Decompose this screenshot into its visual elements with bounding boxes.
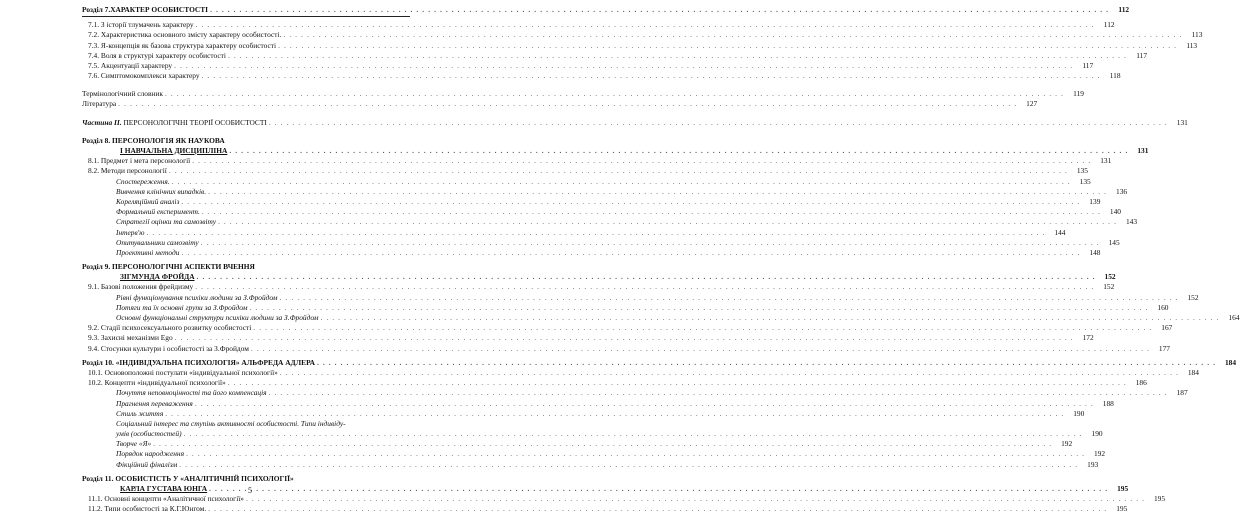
toc-section-11: Розділ 11. ОСОБИСТІСТЬ У «АНАЛІТИЧНІЙ ПСИХОЛОГІЇ» <box>82 473 294 483</box>
toc-entry-page: 177 <box>1158 343 1170 353</box>
toc-entry <box>82 343 1170 354</box>
toc-entry-label: Проективні методи <box>116 247 180 257</box>
toc-entry-label: 7.6. Симптомокомплекси характеру <box>88 71 200 81</box>
toc-entry-label: 10.2. Концепти «індивідуальної психології» <box>88 378 226 388</box>
toc-entry <box>82 333 1094 343</box>
toc-entry <box>82 419 410 429</box>
toc-entry <box>82 30 1203 40</box>
toc-entry-page: 186 <box>1135 378 1147 388</box>
toc-entry-label: Прагнення переваження <box>116 398 193 408</box>
toc-entry-label: Потяги та їх основні групи за З.Фройдом <box>116 302 248 312</box>
toc-entry <box>82 292 1199 303</box>
toc-entry-page: 144 <box>1054 227 1066 237</box>
toc-entry-label: Соціальний інтерес та ступінь активності особистості. Типи індивіду- <box>116 418 346 428</box>
toc-entry-page: 193 <box>1087 459 1099 469</box>
toc-entry-page: 172 <box>1082 333 1094 343</box>
toc-literature: Література . . . 127 <box>82 100 410 110</box>
toc-entry <box>82 217 1138 227</box>
toc-entry <box>82 237 1120 248</box>
toc-entry-page: 112 <box>1103 20 1115 30</box>
toc-entry-page: 135 <box>1079 176 1091 186</box>
toc-entry-page: 195 <box>1153 494 1166 504</box>
toc-entry-page: 145 <box>1108 237 1120 247</box>
toc-entry-label: 7.4. Воля в структурі характеру особистості <box>88 50 226 60</box>
toc-entry <box>82 323 1173 333</box>
toc-entry-page: 167 <box>1161 323 1173 333</box>
toc-entry-page: 136 <box>1116 186 1128 196</box>
toc-entry-label: умів (особистостей) <box>116 429 182 439</box>
toc-entry-label: Опитувальники самозвіту <box>116 237 199 247</box>
toc-entry-label: Порядок народження <box>116 449 185 459</box>
toc-entry <box>82 313 1240 323</box>
toc-entry-page: 148 <box>1089 247 1101 257</box>
toc-entry-label: 7.2. Характеристика основного змісту характеру особистості. <box>88 30 282 40</box>
toc-entry-page: 113 <box>1191 30 1203 40</box>
toc-section-8-cont: І НАВЧАЛЬНА ДИСЦИПЛІНА . . . 131 <box>82 146 410 156</box>
toc-section-9: Розділ 9. ПЕРСОНОЛОГІЧНІ АСПЕКТИ ВЧЕННЯ <box>82 262 255 272</box>
page-number: 5 <box>248 486 252 495</box>
toc-entry-page: 192 <box>1093 449 1106 459</box>
toc-section-11-cont: КАРЛА ГУСТАВА ЮНГА . . . 195 <box>82 484 410 494</box>
toc-section-9-items <box>82 282 1240 354</box>
toc-entry-label: Вивчення клінічних випадків. <box>116 186 207 196</box>
toc-entry-label: 7.5. Акцентуації характеру <box>88 60 173 70</box>
toc-entry-page: 113 <box>1186 40 1198 50</box>
toc-entry-page: 195 <box>1116 504 1128 514</box>
toc-entry <box>82 247 1101 258</box>
toc-entry-label: Почуття неповноцінності та його компенсація <box>116 388 267 398</box>
toc-entry-page: 117 <box>1136 50 1148 60</box>
toc-section-8: Розділ 8. ПЕРСОНОЛОГІЯ ЯК НАУКОВА <box>82 135 225 145</box>
toc-entry <box>82 20 1115 30</box>
toc-entry-label: 8.1. Предмет і мета персонології <box>88 156 191 166</box>
toc-entry <box>82 60 1094 71</box>
toc-entry <box>82 494 1166 504</box>
toc-entry-label: 9.4. Стосунки культури і особистості за З.Фройдом <box>88 343 249 353</box>
toc-entry <box>82 378 1147 388</box>
toc-section-9-cont: ЗІГМУНДА ФРОЙДА . . . 152 <box>82 272 410 282</box>
toc-entry-label: Стратегії оцінки та самозвіту <box>116 217 216 227</box>
toc-entry <box>82 449 1106 460</box>
toc-section-10-items <box>82 367 1199 470</box>
toc-entry-page: 117 <box>1082 60 1094 70</box>
toc-entry <box>82 398 1114 409</box>
toc-glossary: Термінологічний словник . . . 119 <box>82 89 410 99</box>
toc-entry <box>82 40 1198 51</box>
toc-entry-label: 10.1. Основоположні постулати «індивідуальної психології» <box>88 367 278 377</box>
toc-entry-page: 118 <box>1109 71 1121 81</box>
toc-entry-page: 152 <box>1187 292 1199 302</box>
toc-entry-page: 190 <box>1091 429 1103 439</box>
toc-entry <box>82 156 1112 166</box>
toc-entry <box>82 176 1091 187</box>
toc-entry-label: 9.2. Стадії психосексуального розвитку особистості <box>88 323 252 333</box>
toc-entry <box>82 227 1066 238</box>
toc-entry-page: 188 <box>1102 398 1114 408</box>
toc-entry-page: 135 <box>1076 166 1088 176</box>
toc-entry <box>82 71 1121 81</box>
toc-entry <box>82 459 1099 470</box>
toc-entry-page: 152 <box>1103 282 1115 292</box>
toc-entry-label: Стиль життя <box>116 408 164 418</box>
toc-entry-label: 9.3. Захисні механізми Ego <box>88 333 173 343</box>
toc-entry-label: 8.2. Методи персонології <box>88 166 167 176</box>
toc-entry <box>82 207 1121 217</box>
toc-entry-label: 7.1. З історії тлумачень характеру <box>88 20 194 30</box>
toc-entry-page: 184 <box>1187 367 1199 377</box>
toc-section-8-items <box>82 156 1138 258</box>
toc-entry <box>82 302 1169 313</box>
toc-entry <box>82 50 1148 61</box>
toc-entry-label: Рівні функціонування психіки людини за З.Фройдом <box>116 292 278 302</box>
divider <box>82 16 410 17</box>
table-of-contents <box>82 4 1240 515</box>
toc-section-7-items <box>82 20 1203 81</box>
toc-entry-label: Інтерв'ю <box>116 227 145 237</box>
toc-entry <box>82 282 1115 293</box>
toc-entry <box>82 367 1199 378</box>
toc-section-11-items <box>82 494 1166 514</box>
toc-part-2: Частина II. ПЕРСОНОЛОГІЧНІ ТЕОРІЇ ОСОБИСТОСТІ . . . 131 <box>82 118 410 128</box>
toc-entry <box>82 439 1073 449</box>
toc-section-7: Розділ 7.ХАРАКТЕР ОСОБИСТОСТІ . . . 112 <box>82 5 410 15</box>
toc-entry-label: 7.3. Я-концепція як базова структура характеру особистості <box>88 40 277 50</box>
toc-entry-page: 143 <box>1125 217 1138 227</box>
toc-entry-label: Фікційний фіналізм <box>116 459 178 469</box>
toc-entry-label: Основні функціональні структури психіки людини за З.Фройдом <box>116 313 319 323</box>
toc-entry-page: 190 <box>1073 408 1085 418</box>
toc-entry-label: 11.2. Типи особистості за К.Г.Юнгом. <box>88 504 207 514</box>
toc-entry-page: 160 <box>1157 302 1169 312</box>
toc-entry-page: 140 <box>1109 207 1121 217</box>
toc-entry-label: Спостереження. <box>116 176 170 186</box>
toc-section-10: Розділ 10. «ІНДИВІДУАЛЬНА ПСИХОЛОГІЯ» АЛЬФРЕДА АДЛЕРА . . . 184 <box>82 358 410 368</box>
toc-entry <box>82 504 1128 514</box>
toc-entry-page: 139 <box>1089 196 1101 206</box>
toc-entry-page: 192 <box>1061 439 1073 449</box>
toc-entry-label: Формальний експеримент. <box>116 207 200 217</box>
toc-entry <box>82 388 1188 398</box>
toc-entry-label: 11.1. Основні концепти «Аналітичної психології» <box>88 494 245 504</box>
toc-entry <box>82 408 1085 419</box>
toc-entry-label: 9.1. Базові положення фрейдизму <box>88 282 194 292</box>
toc-entry-page: 187 <box>1176 388 1188 398</box>
toc-entry-page: 164 <box>1228 313 1240 323</box>
toc-entry <box>82 196 1101 207</box>
toc-entry <box>82 186 1128 197</box>
toc-entry <box>82 166 1088 176</box>
toc-entry-label: Кореляційний аналіз <box>116 196 180 206</box>
toc-entry <box>82 429 1103 439</box>
toc-entry-page: 131 <box>1100 156 1112 166</box>
toc-entry-label: Творче «Я» <box>116 439 152 449</box>
